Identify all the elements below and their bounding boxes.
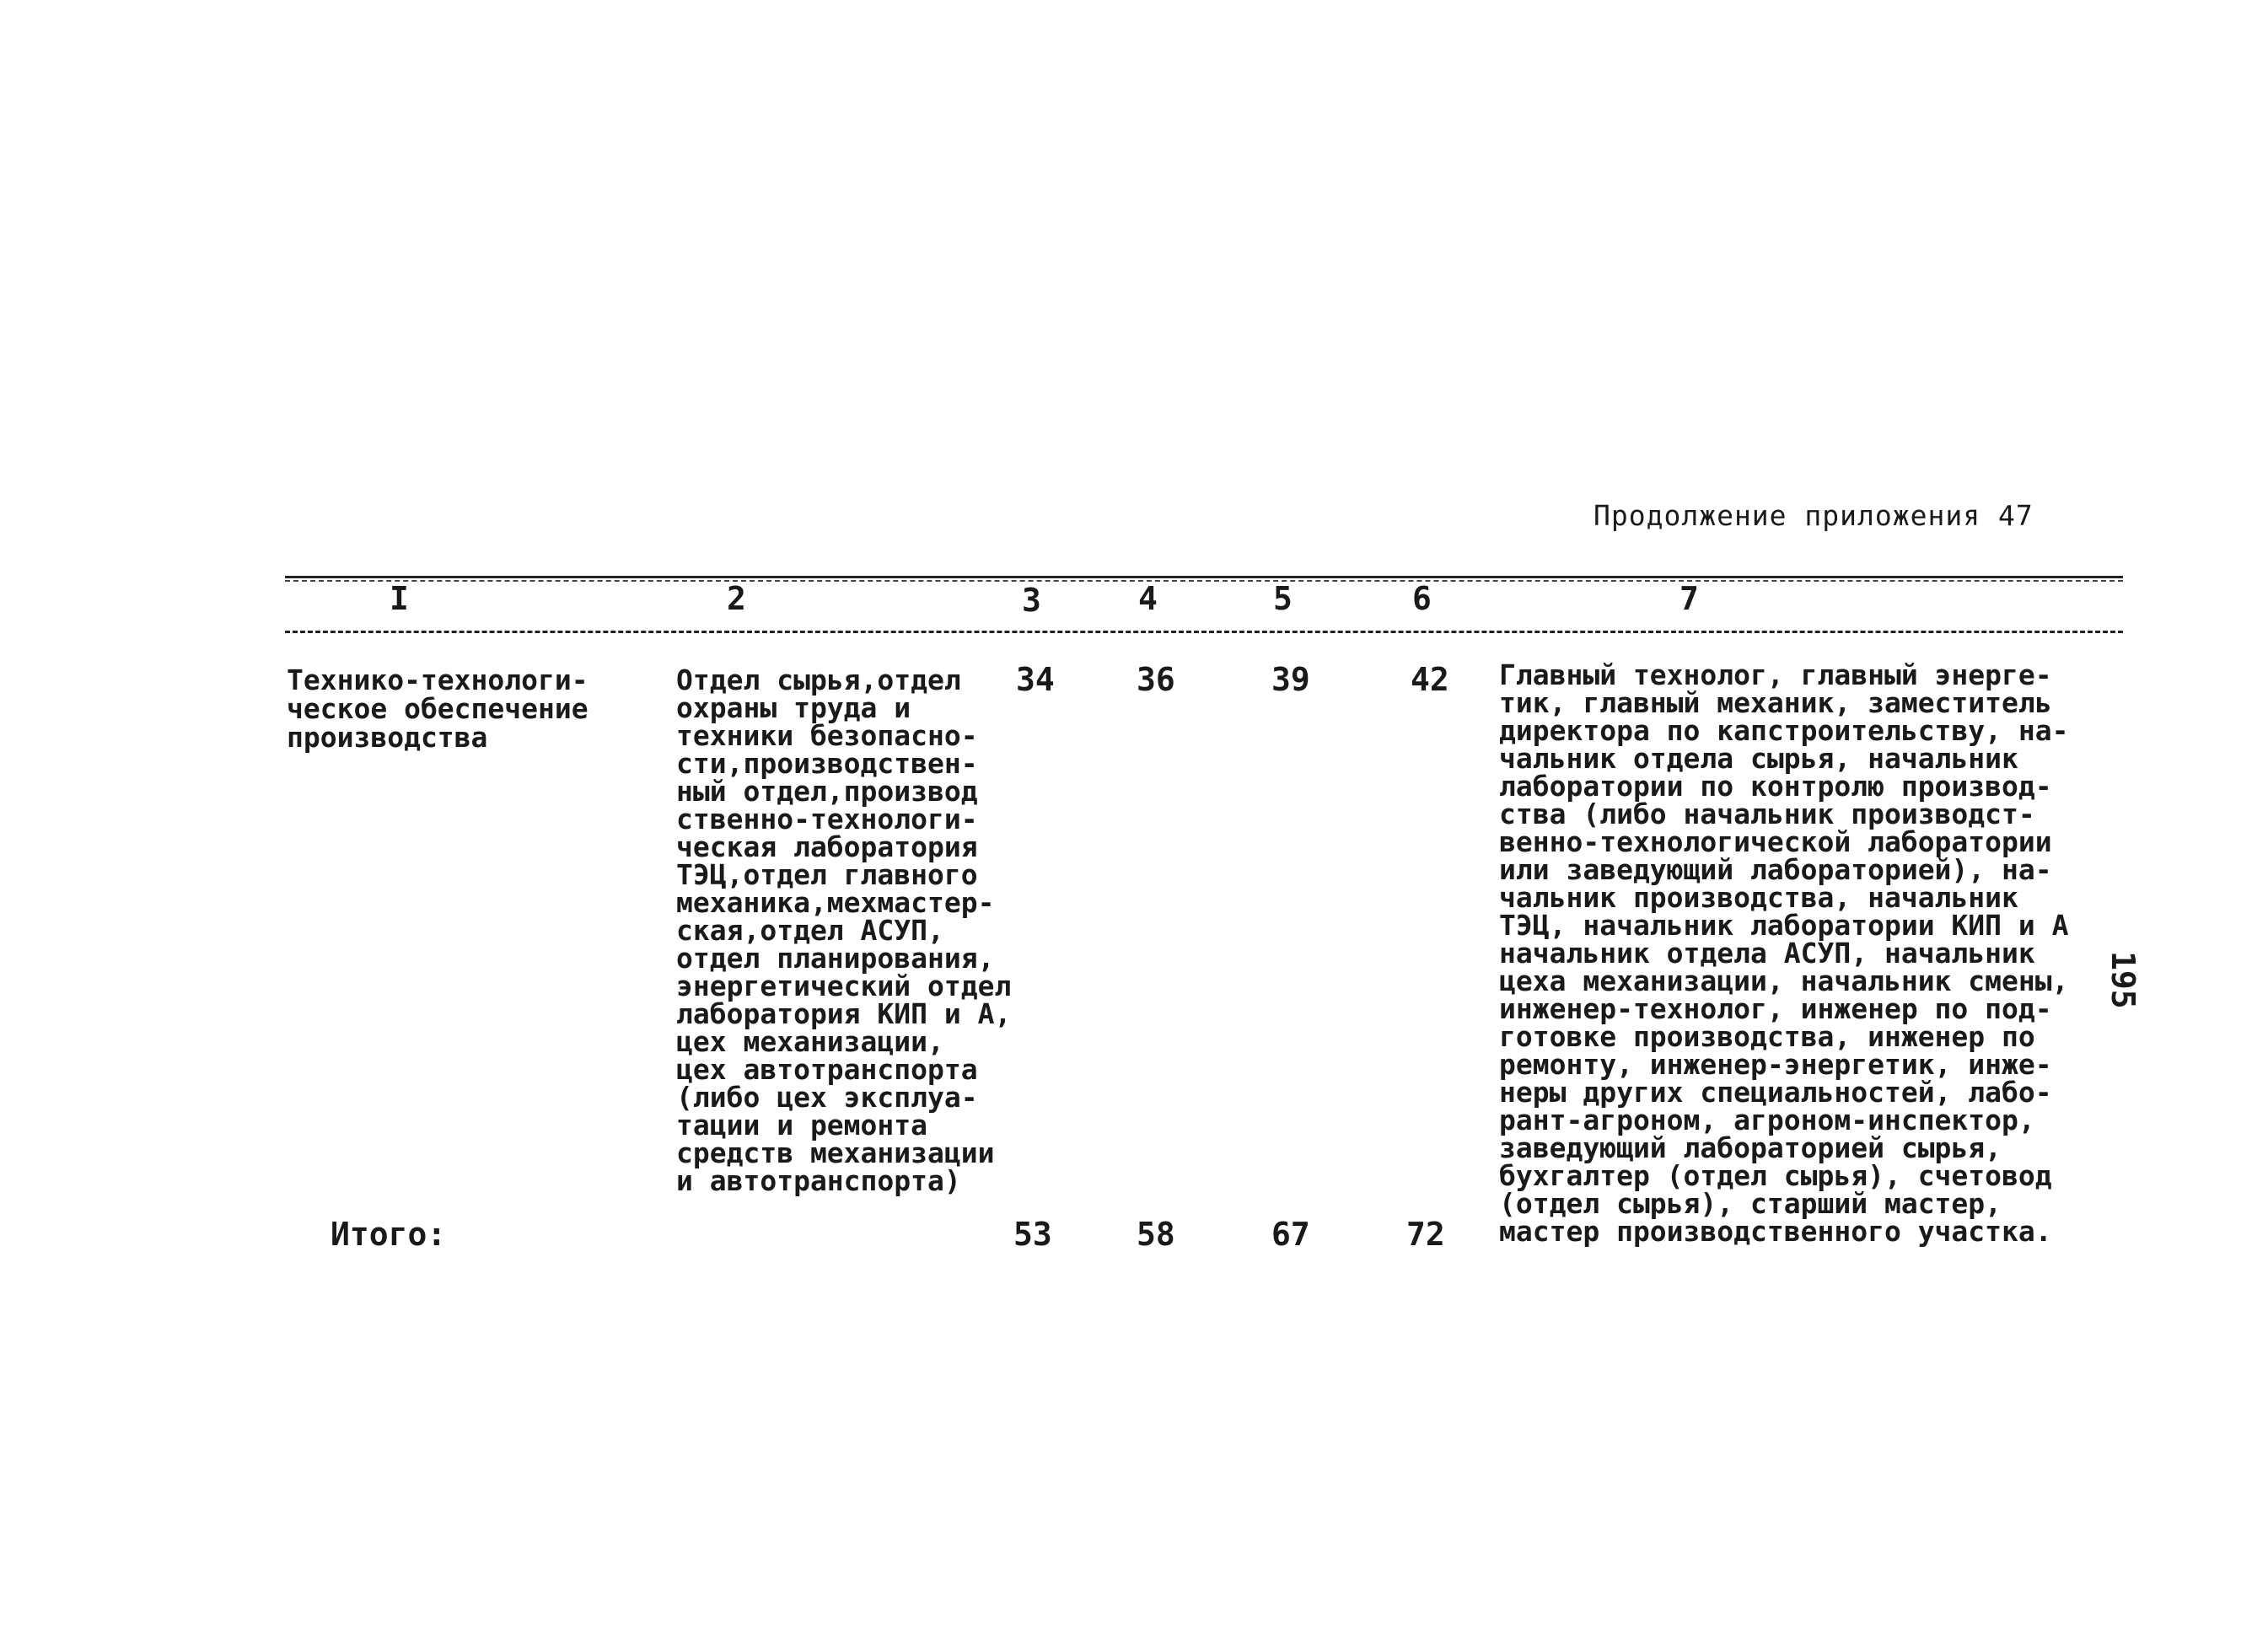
header-col-4: 4 bbox=[1138, 580, 1158, 617]
header-col-6: 6 bbox=[1412, 580, 1432, 617]
table-top-rule-2 bbox=[285, 580, 2123, 582]
header-bottom-rule bbox=[285, 631, 2123, 633]
total-value-col-4: 58 bbox=[1137, 1216, 1175, 1253]
row-value-col-5: 39 bbox=[1271, 661, 1310, 698]
function-cell: Технико-технологи- ческое обеспечение производства bbox=[287, 663, 588, 754]
total-value-col-3: 53 bbox=[1013, 1216, 1052, 1253]
header-col-2: 2 bbox=[727, 580, 746, 617]
total-value-col-5: 67 bbox=[1271, 1216, 1310, 1253]
page-number: 195 bbox=[2104, 951, 2142, 1009]
row-value-col-4: 36 bbox=[1137, 661, 1175, 698]
header-col-7: 7 bbox=[1680, 580, 1699, 617]
header-col-3: 3 bbox=[1022, 582, 1041, 619]
header-col-5: 5 bbox=[1273, 580, 1293, 617]
table-top-rule bbox=[285, 576, 2123, 578]
appendix-caption: Продолжение приложения 47 bbox=[1594, 499, 2034, 532]
units-cell: Отдел сырья,отдел охраны труда и техники безопасно- сти,производствен- ный отдел,производ ственно-технологи- ческая лаборатория ТЭЦ,отдел главного механика,мехмастер- ская,отдел АСУП, отдел планирования, энергетический отдел лаборатория КИП и А, цех механизации, цех автотранспорта (либо цех эксплуа- тации и ремонта средств механизации и автотранспорта) bbox=[676, 663, 1012, 1197]
total-value-col-6: 72 bbox=[1406, 1216, 1445, 1253]
row-value-col-3: 34 bbox=[1016, 661, 1055, 698]
total-label: Итого: bbox=[331, 1216, 447, 1253]
header-col-1: I bbox=[390, 580, 409, 617]
row-value-col-6: 42 bbox=[1411, 661, 1449, 698]
positions-cell: Главный технолог, главный энерге- тик, главный механик, заместитель директора по капстроительству, на- чальник отдела сырья, начальник лаборатории по контролю производ- ства (либо начальник производст- венно-технологической лаборатории или заведующий лабораторией), на- чальник производства, начальник ТЭЦ, начальник лаборатории КИП и А начальник отдела АСУП, начальник цеха механизации, начальник смены, инженер-технолог, инженер по под- готовке производства, инженер по ремонту, инженер-энергетик, инже- неры других специальностей, лабо- рант-агроном, агроном-инспектор, заведующий лабораторией сырья, бухгалтер (отдел сырья), счетовод (отдел сырья), старший мастер, мастер производственного участка. bbox=[1499, 658, 2069, 1248]
